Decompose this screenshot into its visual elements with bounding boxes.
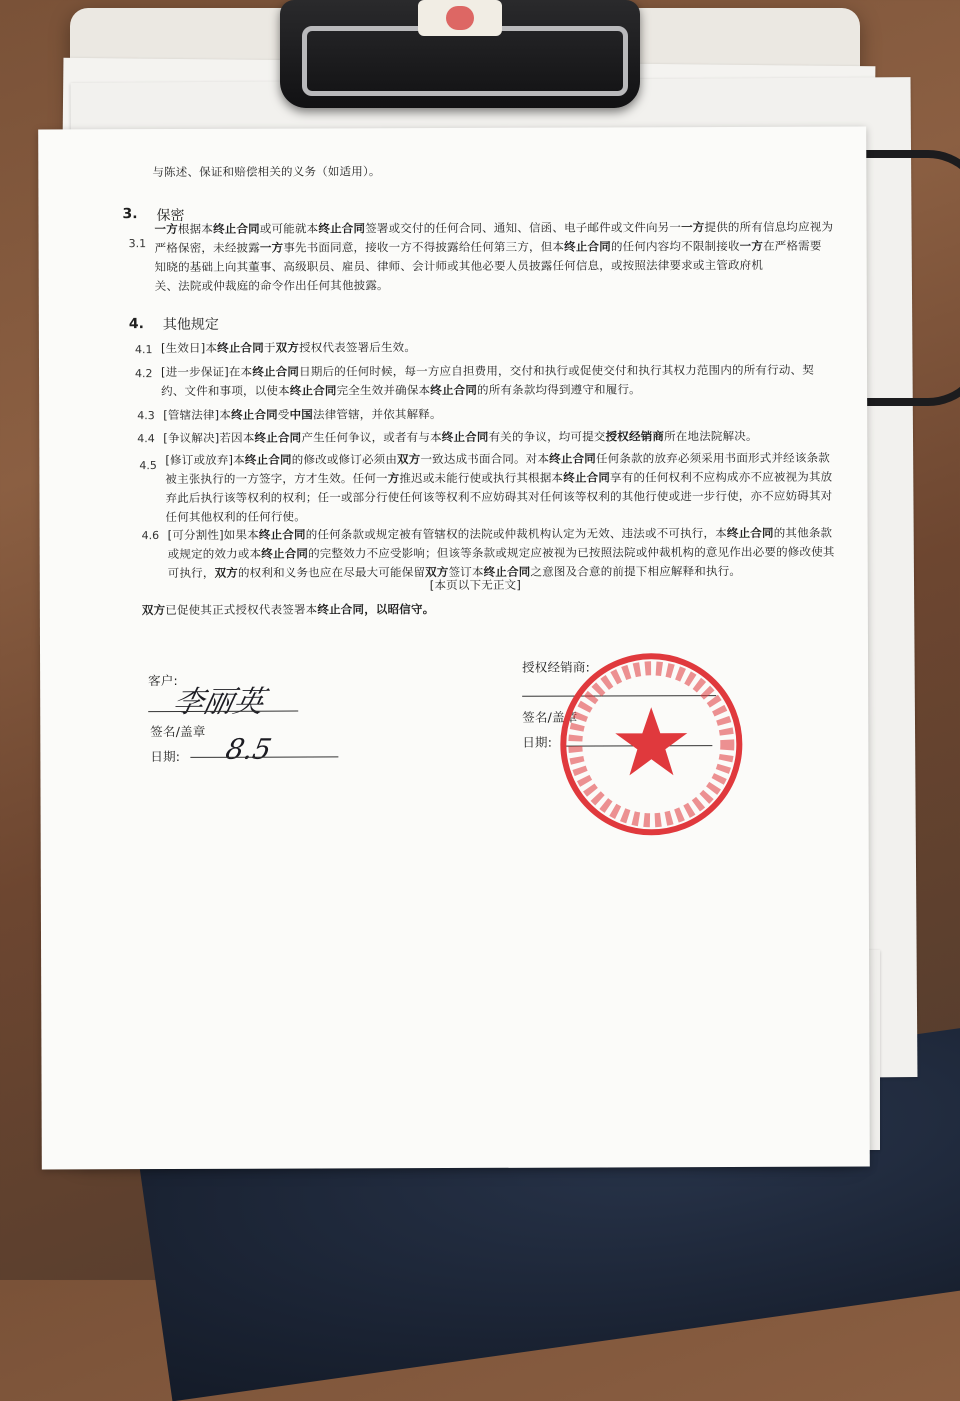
clip-wire — [302, 26, 628, 96]
witness-clause: 双方已促使其正式授权代表签署本终止合同，以昭信守。 — [141, 602, 435, 618]
clause-number: 4.6 — [141, 529, 160, 543]
section-number: 3. — [122, 206, 138, 223]
carryover-text: 与陈述、保证和赔偿相关的义务（如适用）。 — [152, 164, 381, 180]
clause-number: 4.5 — [139, 459, 157, 473]
company-seal — [556, 649, 747, 840]
clip-tape — [418, 0, 502, 36]
contract-page — [38, 127, 870, 1170]
page-content — [38, 127, 870, 1170]
clause-line: 一方根据本终止合同或可能就本终止合同签署或交付的任何合同、通知、信函、电子邮件或文件向另一一方提供的所有信息均应视为 — [154, 219, 834, 237]
section-title: 其他规定 — [162, 316, 219, 334]
clause-line: 严格保密，未经披露一方事先书面同意，接收一方不得披露给任何第三方，但本终止合同的任何内容均不限制接收一方在严格需要 — [154, 238, 822, 256]
clause-line: 或规定的效力或本终止合同的完整效力不应受影响；但该等条款或规定应被视为已按照法院或仲裁机构的意见作出必要的修改使其 — [167, 544, 835, 561]
clause-number: 3.1 — [128, 237, 147, 251]
clause-line: [生效日]本终止合同于双方授权代表签署后生效。 — [160, 340, 417, 356]
clipboard-clip — [280, 0, 640, 108]
no-text-below-marker: [本页以下无正文] — [429, 577, 522, 593]
clause-line: 约、文件和事项，以使本终止合同完全生效并确保本终止合同的所有条款均得到遵守和履行。 — [161, 382, 641, 399]
clause-line: [可分割性]如果本终止合同的任何条款或规定被有管辖权的法院或仲裁机构认定为无效、违法或不可执行，本终止合同的其他条款 — [167, 525, 833, 542]
dealer-label: 授权经销商: — [522, 659, 591, 675]
clause-line: 关、法院或仲裁庭的命令作出任何其他披露。 — [154, 278, 389, 294]
cable — [860, 150, 960, 406]
dealer-sign-label: 签名/盖章 — [522, 709, 578, 725]
dealer-date-label: 日期: — [522, 734, 553, 750]
clause-line: 弃此后执行该等权利的权利；任一或部分行使任何该等权利不应妨碍其对任何该等权利的其他行使或进一步行使，亦不应妨碍其对 — [165, 488, 833, 506]
clause-number: 4.4 — [137, 432, 155, 446]
customer-label: 客户: — [148, 672, 178, 689]
clause-line: [修订或放弃]本终止合同的修改或修订必须由双方一致达成书面合同。对本终止合同任何条款的放弃必须采用书面形式并经该条款 — [165, 450, 830, 468]
customer-date-value: 8.5 — [222, 732, 275, 766]
seal-star — [615, 707, 687, 775]
clause-number: 4.2 — [135, 367, 153, 381]
clause-number: 4.3 — [137, 409, 155, 423]
clause-line: [进一步保证]在本终止合同日期后的任何时候，每一方应自担费用，交付和执行或促使交付和执行其权力范围内的所有行动、契 — [161, 362, 814, 380]
section-number: 4. — [128, 316, 144, 333]
clause-line: 可执行，双方的权利和义务也应在尽最大可能保留双方签订本终止合同之意图及合意的前提下相应解释和执行。 — [167, 563, 742, 580]
clause-line: 任何其他权利的任何行使。 — [165, 509, 306, 525]
clause-line: [争议解决]若因本终止合同产生任何争议，或者有与本终止合同有关的争议，均可提交授权经销商所在地法院解决。 — [163, 428, 758, 446]
customer-signature: 李丽英 — [169, 684, 268, 720]
customer-sign-label: 签名/盖章 — [150, 723, 206, 740]
section-title: 保密 — [156, 207, 185, 225]
clause-line: [管辖法律]本终止合同受中国法律管辖，并依其解释。 — [163, 407, 442, 423]
clause-line: 被主张执行的一方签字，方才生效。任何一方推迟或未能行使或执行其根据本终止合同享有的任何权利不应构成亦不应被视为其放 — [165, 469, 833, 487]
clause-number: 4.1 — [134, 343, 153, 357]
customer-date-label: 日期: — [150, 748, 181, 765]
clause-line: 知晓的基础上向其董事、高级职员、雇员、律师、会计师或其他必要人员披露任何信息，或按照法律要求或主管政府机 — [154, 257, 764, 275]
